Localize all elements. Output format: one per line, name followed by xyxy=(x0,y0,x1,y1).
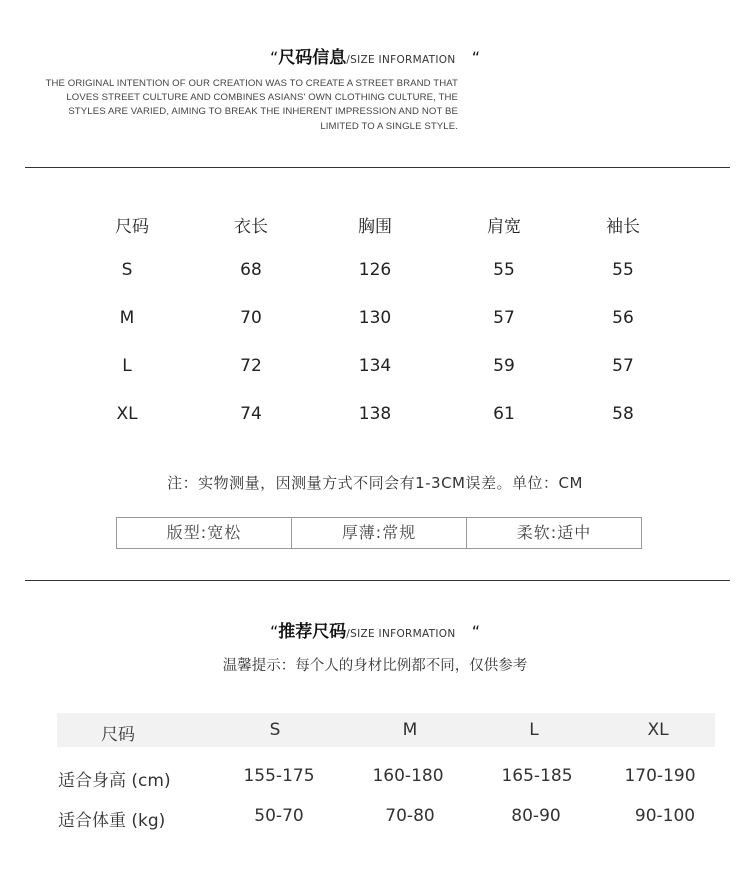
attribute-fit: 版型:宽松 xyxy=(166,523,242,542)
table-header: 尺码 xyxy=(115,217,149,237)
divider xyxy=(25,167,730,168)
table-cell: 57 xyxy=(493,308,515,328)
intro-line: THE ORIGINAL INTENTION OF OUR CREATION WAS TO CREATE A STREET BRAND THAT xyxy=(45,78,458,89)
recommend-header: L xyxy=(529,720,539,740)
attribute-box xyxy=(116,517,642,549)
size-info-title-text: 尺码信息 xyxy=(278,48,347,68)
table-cell: 138 xyxy=(358,404,392,424)
recommend-cell: 70-80 xyxy=(385,806,435,826)
recommend-cell: 50-70 xyxy=(254,806,304,826)
size-info-title xyxy=(0,43,750,68)
recommend-cell: 165-185 xyxy=(501,766,573,786)
recommend-cell: 155-175 xyxy=(243,766,315,786)
attribute-thickness: 厚薄:常规 xyxy=(291,518,466,548)
divider xyxy=(25,580,730,581)
table-cell: 59 xyxy=(493,356,515,376)
recommend-cell: 90-100 xyxy=(634,806,696,826)
table-cell: 74 xyxy=(240,404,262,424)
intro-line: LIMITED TO A SINGLE STYLE. xyxy=(320,120,458,132)
recommend-header: 尺码 xyxy=(101,725,135,745)
open-quote: “ xyxy=(270,622,279,641)
table-cell: 70 xyxy=(240,308,262,328)
size-info-subtitle: /SIZE INFORMATION xyxy=(346,54,456,66)
table-cell: 130 xyxy=(358,308,392,328)
recommend-row-label: 适合体重 (kg) xyxy=(58,811,166,831)
recommend-tip: 温馨提示：每个人的身材比例都不同，仅供参考 xyxy=(222,658,528,674)
recommend-header: M xyxy=(402,720,418,740)
recommend-subtitle: /SIZE INFORMATION xyxy=(346,628,456,640)
table-cell: 55 xyxy=(493,260,515,280)
table-cell: M xyxy=(119,308,135,328)
recommend-cell: 80-90 xyxy=(511,806,561,826)
recommend-header: S xyxy=(269,720,281,740)
table-cell: 61 xyxy=(493,404,515,424)
table-cell: S xyxy=(121,260,133,280)
table-cell: 72 xyxy=(240,356,262,376)
recommend-header: XL xyxy=(647,720,669,740)
recommend-title xyxy=(0,617,750,642)
table-cell: 134 xyxy=(358,356,392,376)
brand-intro xyxy=(18,77,458,134)
table-cell: 57 xyxy=(612,356,634,376)
open-quote: “ xyxy=(270,48,279,67)
table-header: 袖长 xyxy=(606,217,640,237)
recommend-title-text: 推荐尺码 xyxy=(278,622,347,642)
table-cell: L xyxy=(122,356,132,376)
close-quote: “ xyxy=(471,48,480,67)
attribute-softness: 柔软:适中 xyxy=(466,518,641,548)
table-header: 肩宽 xyxy=(487,217,521,237)
table-cell: 55 xyxy=(612,260,634,280)
table-cell: 58 xyxy=(612,404,634,424)
recommend-cell: 160-180 xyxy=(372,766,444,786)
recommend-cell: 170-190 xyxy=(624,766,696,786)
table-cell: 68 xyxy=(240,260,262,280)
table-cell: 126 xyxy=(358,260,392,280)
recommend-row-label: 适合身高 (cm) xyxy=(58,771,171,791)
table-cell: 56 xyxy=(612,308,634,328)
table-cell: XL xyxy=(116,404,138,424)
intro-line: LOVES STREET CULTURE AND COMBINES ASIANS' OWN CLOTHING CULTURE, THE xyxy=(66,92,458,104)
intro-line: STYLES ARE VARIED, AIMING TO BREAK THE INHERENT IMPRESSION AND NOT BE xyxy=(68,106,458,118)
measurement-note: 注：实物测量，因测量方式不同会有1-3CM误差。单位：CM xyxy=(167,474,583,492)
close-quote: “ xyxy=(471,622,480,641)
recommend-header-row xyxy=(57,713,715,747)
table-header: 衣长 xyxy=(234,217,268,237)
table-header: 胸围 xyxy=(358,217,392,237)
